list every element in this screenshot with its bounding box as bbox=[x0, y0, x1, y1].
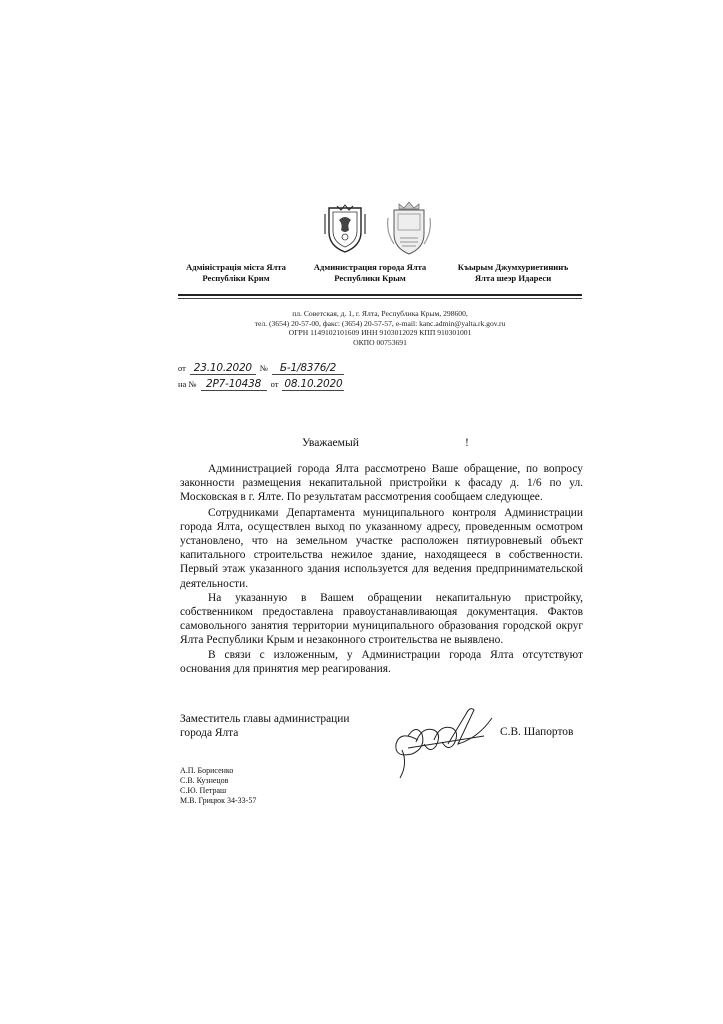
executor: А.П. Борисенко bbox=[180, 766, 234, 775]
registration-line: ОГРН 1149102101609 ИНН 9103012029 КПП 910301001 bbox=[288, 328, 472, 338]
executors-list bbox=[180, 766, 256, 806]
body-paragraph-3: На указанную в Вашем обращении некапитальную пристройку, собственником предоставлена правоустанавливающая документация. Фактов самовольного занятия территории муниципального образования городской округ Ялта Республики Крым и незаконного строительства не выявлено. bbox=[180, 591, 583, 647]
executor: С.В. Кузнецов bbox=[180, 776, 229, 785]
incoming-number: 2Р7-10438 bbox=[201, 378, 267, 391]
contacts-line: тел. (3654) 20-57-00, факс: (3654) 20-57-57, e-mail: kanc.admin@yalta.rk.gov.ru bbox=[254, 318, 506, 328]
executor: С.Ю. Петраш bbox=[180, 786, 227, 795]
body-paragraph-2: Сотрудниками Департамента муниципального контроля Администрации города Ялта, осуществлен выход по указанному адресу, проведенным осмотром установлено, что на земельном участке расположен пятиуровневый объект капитального строительства нежилое здание, находящееся в собственности. Первый этаж указанного здания используется для ведения предпринимательской деятельности. bbox=[180, 506, 583, 590]
incoming-date: 08.10.2020 bbox=[284, 378, 343, 390]
letter-body bbox=[180, 462, 583, 676]
yalta-coat-of-arms-icon bbox=[384, 200, 434, 256]
executor: М.В. Грицюк 34-33-57 bbox=[180, 796, 257, 805]
body-paragraph-4: В связи с изложенным, у Администрации города Ялта отсутствуют основания для принятия мер реагирования. bbox=[180, 648, 583, 675]
signatory-name: С.В. Шапортов bbox=[500, 726, 574, 738]
handwritten-signature bbox=[388, 700, 498, 782]
signatory-position: Заместитель главы администрации города Ялта bbox=[180, 713, 350, 739]
greeting-exclamation: ! bbox=[465, 436, 469, 449]
crimea-coat-of-arms-icon bbox=[323, 204, 367, 254]
okpo-line: ОКПО 00753691 bbox=[353, 337, 407, 347]
header-ukrainian-name: Адміністрація міста Ялта Республіки Крим bbox=[186, 262, 286, 283]
outgoing-number: Б-1/8376/2 bbox=[272, 362, 344, 375]
header-divider-thin bbox=[178, 298, 582, 299]
outgoing-date: 23.10.2020 bbox=[190, 362, 256, 375]
address-line: пл. Советская, д. 1, г. Ялта, Республика Крым, 298600, bbox=[292, 309, 468, 318]
outgoing-reference: от 23.10.2020 № Б-1/8376/2 bbox=[178, 358, 378, 372]
header-russian-name: Администрация города Ялта Республики Крым bbox=[313, 262, 427, 283]
greeting: Уважаемый bbox=[302, 436, 359, 449]
incoming-reference: на № 2Р7-10438 от 08.10.2020 bbox=[178, 378, 343, 390]
header-divider bbox=[178, 294, 582, 296]
header-crimean-tatar-name: Къырым Джумхуриетининъ Ялта шеэр Идареси bbox=[457, 262, 569, 283]
address-block bbox=[220, 309, 540, 347]
body-paragraph-1: Администрацией города Ялта рассмотрено Ваше обращение, по вопросу законности размещения некапитальной пристройки к фасаду д. 1/6 по ул. Московская в г. Ялте. По результатам рассмотрения сообщаем следующее. bbox=[180, 463, 583, 504]
